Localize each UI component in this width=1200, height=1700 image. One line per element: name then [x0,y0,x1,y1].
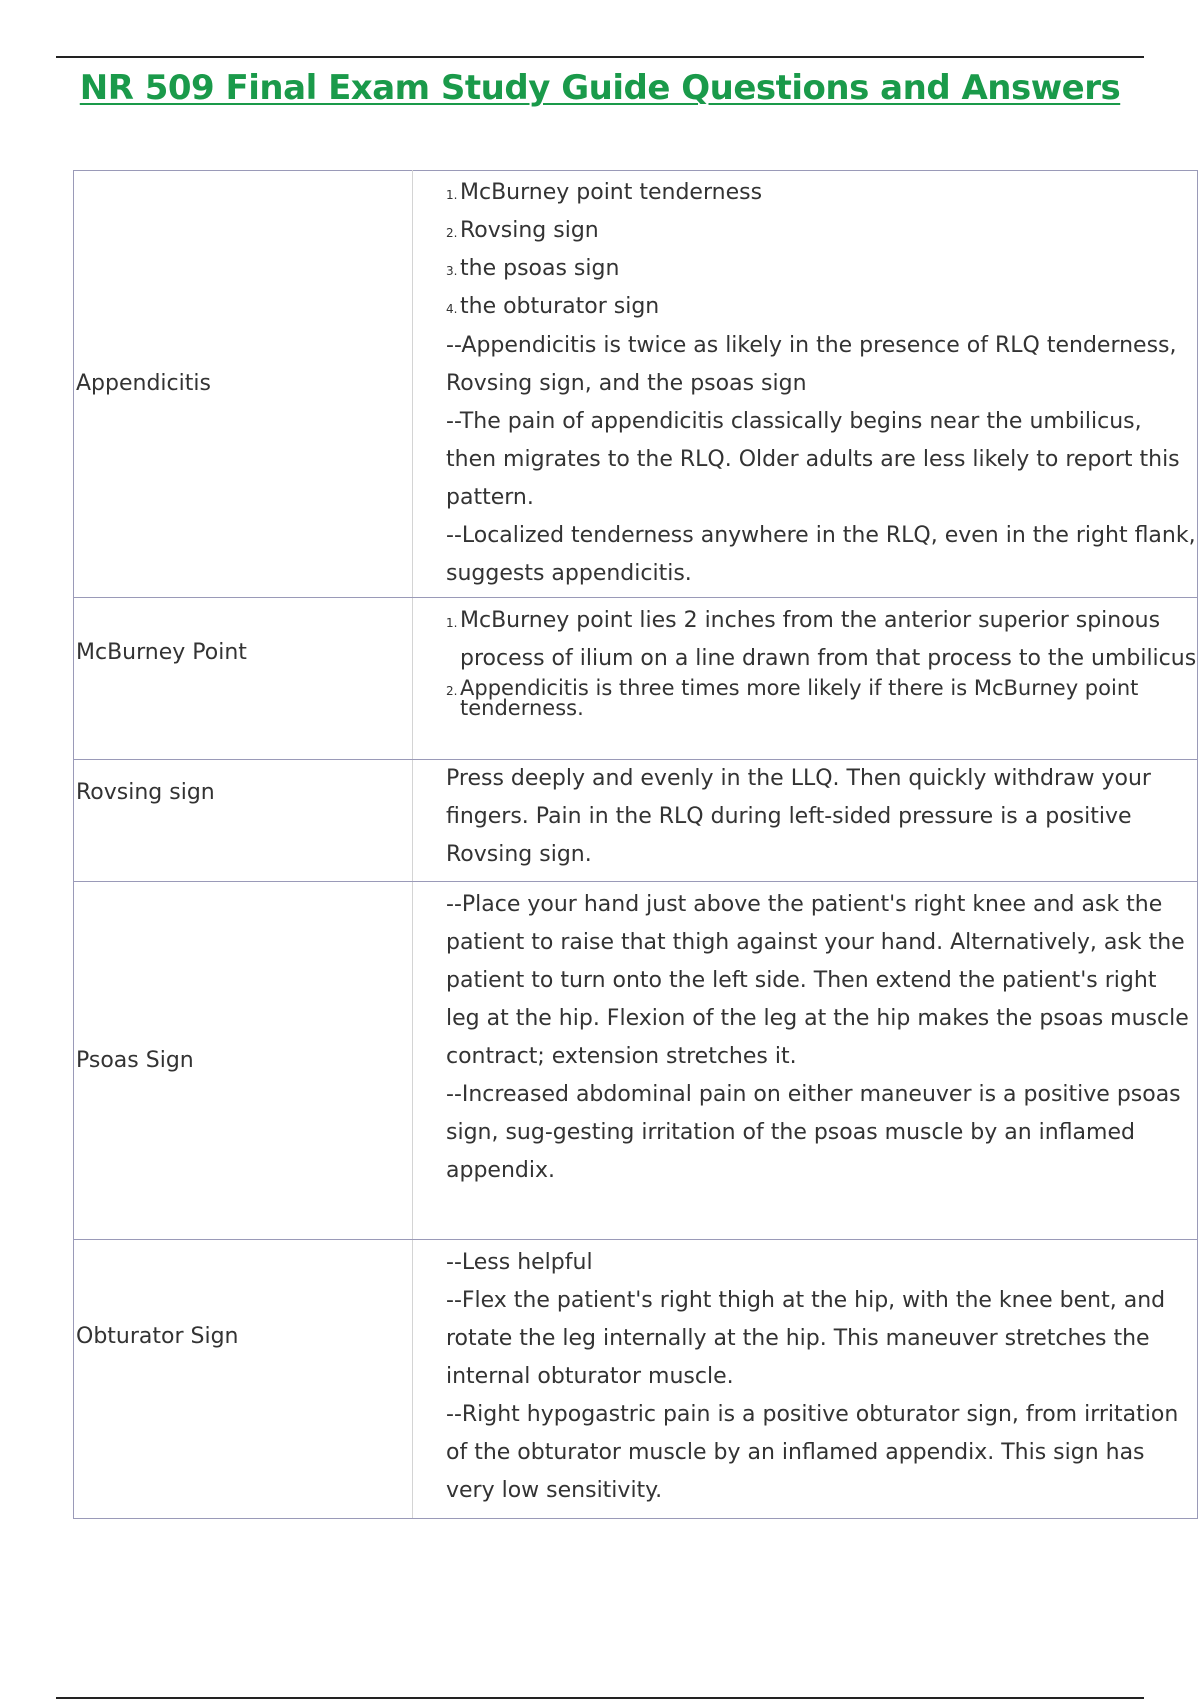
list-text: Appendicitis is three times more likely if there is McBurney point tenderness. [460,676,1139,720]
term-cell: Appendicitis [74,171,413,598]
paragraph: --Localized tenderness anywhere in the RLQ, even in the right flank, suggests appendicitis. [446,523,1196,586]
list-number: 3. [446,264,458,278]
table-row [74,171,1198,598]
term-cell: McBurney Point [74,598,413,760]
table-row [74,882,1198,1240]
list-text: Rovsing sign [460,218,599,243]
answer-cell [413,760,1198,882]
list-item [446,678,1197,718]
list-number: 2. [446,684,458,698]
table-row [74,598,1198,760]
list-number: 1. [446,188,458,202]
list-item [446,213,1197,251]
paragraph: --The pain of appendicitis classically begins near the umbilicus, then migrates to the RLQ. Older adults are less likely to report this pattern. [446,409,1180,510]
list-number: 4. [446,302,458,316]
list-item [446,289,1197,327]
list-number: 1. [446,616,458,630]
answer-cell [413,598,1198,760]
paragraph: Press deeply and evenly in the LLQ. Then quickly withdraw your fingers. Pain in the RLQ during left-sided pressure is a positive Rovsing sign. [446,766,1151,867]
term-cell: Obturator Sign [74,1240,413,1519]
bottom-rule [56,1697,1144,1699]
list-number: 2. [446,226,458,240]
top-rule [56,56,1144,58]
list-item [446,602,1197,678]
paragraph: --Appendicitis is twice as likely in the presence of RLQ tenderness, Rovsing sign, and the psoas sign [446,333,1177,396]
answer-cell [413,1240,1198,1519]
answer-cell [413,882,1198,1240]
qa-table [73,170,1198,1519]
table-row [74,1240,1198,1519]
list-item [446,251,1197,289]
paragraph: --Less helpful [446,1250,593,1275]
paragraph: --Place your hand just above the patient's right knee and ask the patient to raise that thigh against your hand. Alternatively, ask the patient to turn onto the left side. Then extend the patient's right leg at the hip. Flexion of the leg at the hip makes the psoas muscle contract; extension stretches it. [446,892,1189,1069]
list-text: the obturator sign [460,294,660,319]
answer-cell [413,171,1198,598]
paragraph: --Right hypogastric pain is a positive obturator sign, from irritation of the obturator muscle by an inflamed appendix. This sign has very low sensitivity. [446,1402,1179,1503]
list-text: the psoas sign [460,256,620,281]
document-title: NR 509 Final Exam Study Guide Questions and Answers [79,68,1121,108]
term-cell: Rovsing sign [74,760,413,882]
paragraph: --Increased abdominal pain on either maneuver is a positive psoas sign, sug-gesting irritation of the psoas muscle by an inflamed appendix. [446,1082,1181,1183]
list-text: McBurney point lies 2 inches from the anterior superior spinous process of ilium on a line drawn from that process to the umbilicus [460,608,1197,671]
term-cell: Psoas Sign [74,882,413,1240]
list-item [446,175,1197,213]
paragraph: --Flex the patient's right thigh at the hip, with the knee bent, and rotate the leg internally at the hip. This maneuver stretches the internal obturator muscle. [446,1288,1166,1389]
table-row [74,760,1198,882]
list-text: McBurney point tenderness [460,180,763,205]
